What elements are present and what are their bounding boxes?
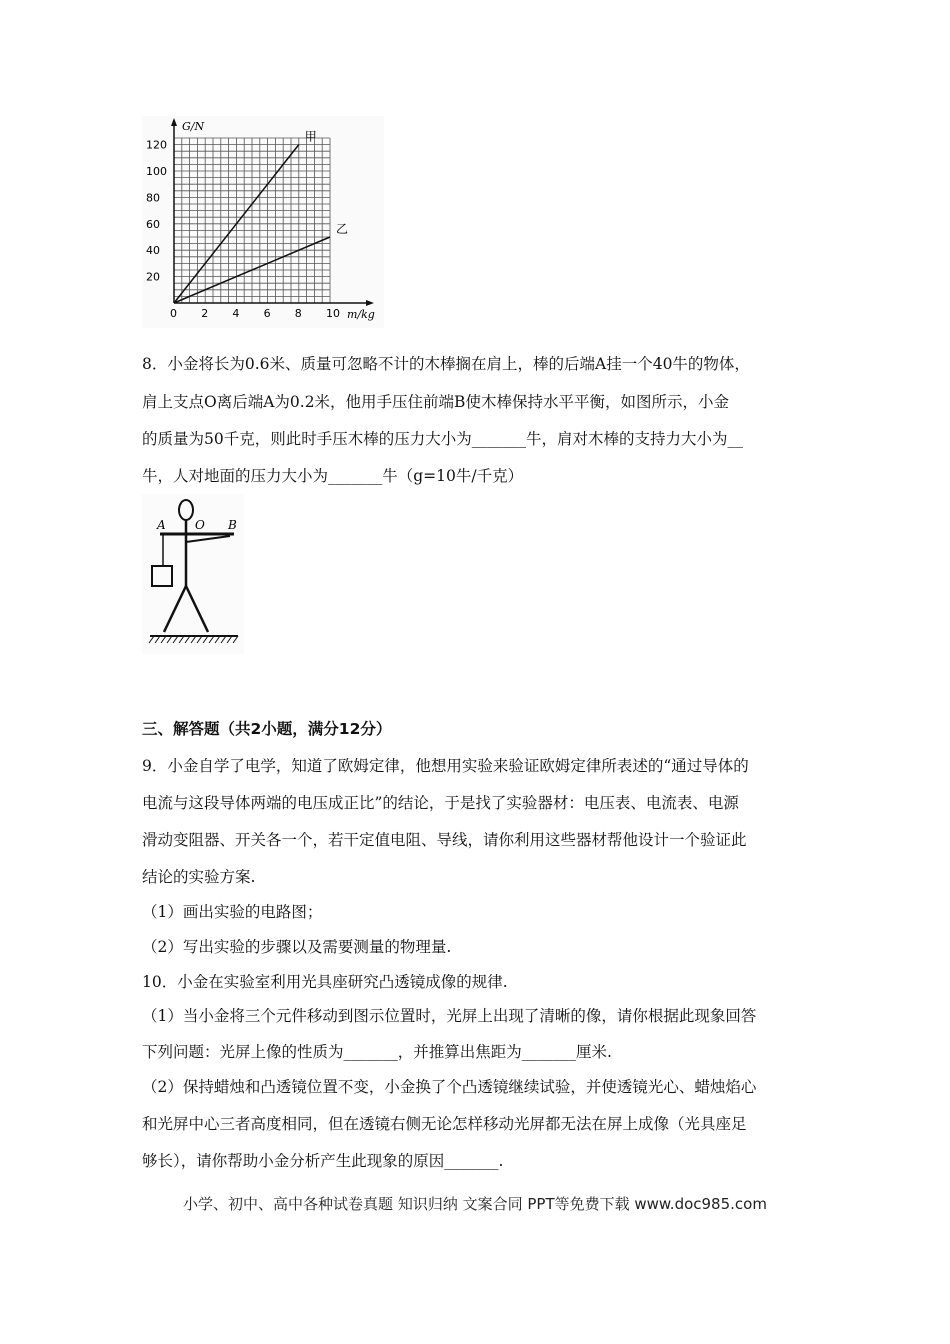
q8-line-2: 肩上支点O离后端A为0.2米，他用手压住前端B使木棒保持水平平衡，如图所示，小金	[142, 393, 729, 411]
q10-line-5: 和光屏中心三者高度相同，但在透镜右侧无论怎样移动光屏都无法在屏上成像（光具座足	[142, 1115, 747, 1133]
x-tick-label: 4	[232, 307, 240, 320]
q10-line-3: 下列问题：光屏上像的性质为_______，并推算出焦距为_______厘米.	[142, 1043, 612, 1061]
graph-x-label: m/kg	[347, 308, 375, 321]
q10-line-6: 够长），请你帮助小金分析产生此现象的原因_______.	[142, 1152, 504, 1170]
q10-line-2: （1）当小金将三个元件移动到图示位置时，光屏上出现了清晰的像，请你根据此现象回答	[142, 1007, 757, 1025]
weight-mass-graph	[142, 116, 384, 328]
graph-y-label: G/N	[182, 120, 205, 133]
series-label: 甲	[304, 129, 317, 144]
q9-line-2: 电流与这段导体两端的电压成正比”的结论，于是找了实验器材：电压表、电流表、电源	[142, 794, 739, 812]
lever-person-figure	[142, 494, 244, 654]
y-tick-label: 120	[146, 138, 167, 152]
y-tick-label: 80	[146, 191, 160, 205]
y-tick-label: 20	[146, 270, 160, 284]
q9-line-3: 滑动变阻器、开关各一个，若干定值电阻、导线，请你利用这些器材帮他设计一个验证此	[142, 831, 747, 849]
x-tick-label: 0	[170, 307, 177, 320]
point-a-label: A	[157, 518, 166, 532]
x-tick-label: 2	[201, 307, 209, 320]
q9-line-4: 结论的实验方案.	[142, 868, 256, 886]
series-label: 乙	[336, 222, 349, 236]
y-tick-label: 100	[146, 165, 167, 178]
x-tick-label: 8	[294, 307, 302, 320]
q9-line-1: 9．小金自学了电学，知道了欧姆定律，他想用实验来验证欧姆定律所表述的“通过导体的	[142, 757, 749, 775]
q8-line-3: 的质量为50千克，则此时手压木棒的压力大小为_______牛，肩对木棒的支持力大小为__	[142, 430, 743, 448]
q10-line-1: 10．小金在实验室利用光具座研究凸透镜成像的规律.	[142, 973, 508, 991]
footer-text: 小学、初中、高中各种试卷真题 知识归纳 文案合同 PPT等免费下载 www.doc985.com	[183, 1195, 767, 1213]
x-tick-label: 10	[326, 307, 340, 320]
y-tick-label: 40	[146, 244, 160, 258]
x-tick-label: 6	[263, 307, 271, 320]
section-heading: 三、解答题（共2小题，满分12分）	[142, 720, 392, 738]
y-tick-label: 60	[146, 217, 160, 231]
q9-line-5: （1）画出实验的电路图；	[142, 903, 323, 921]
q8-line-1: 8．小金将长为0.6米、质量可忽略不计的木棒搁在肩上，棒的后端A挂一个40牛的物体，	[142, 355, 750, 373]
point-o-label: O	[195, 518, 205, 532]
graph-grid	[174, 138, 330, 303]
q8-line-4: 牛，人对地面的压力大小为_______牛（g=10牛/千克）	[142, 467, 524, 485]
q9-line-6: （2）写出实验的步骤以及需要测量的物理量.	[142, 938, 452, 956]
point-b-label: B	[228, 518, 237, 532]
q10-line-4: （2）保持蜡烛和凸透镜位置不变，小金换了个凸透镜继续试验，并使透镜光心、蜡烛焰心	[142, 1078, 757, 1096]
